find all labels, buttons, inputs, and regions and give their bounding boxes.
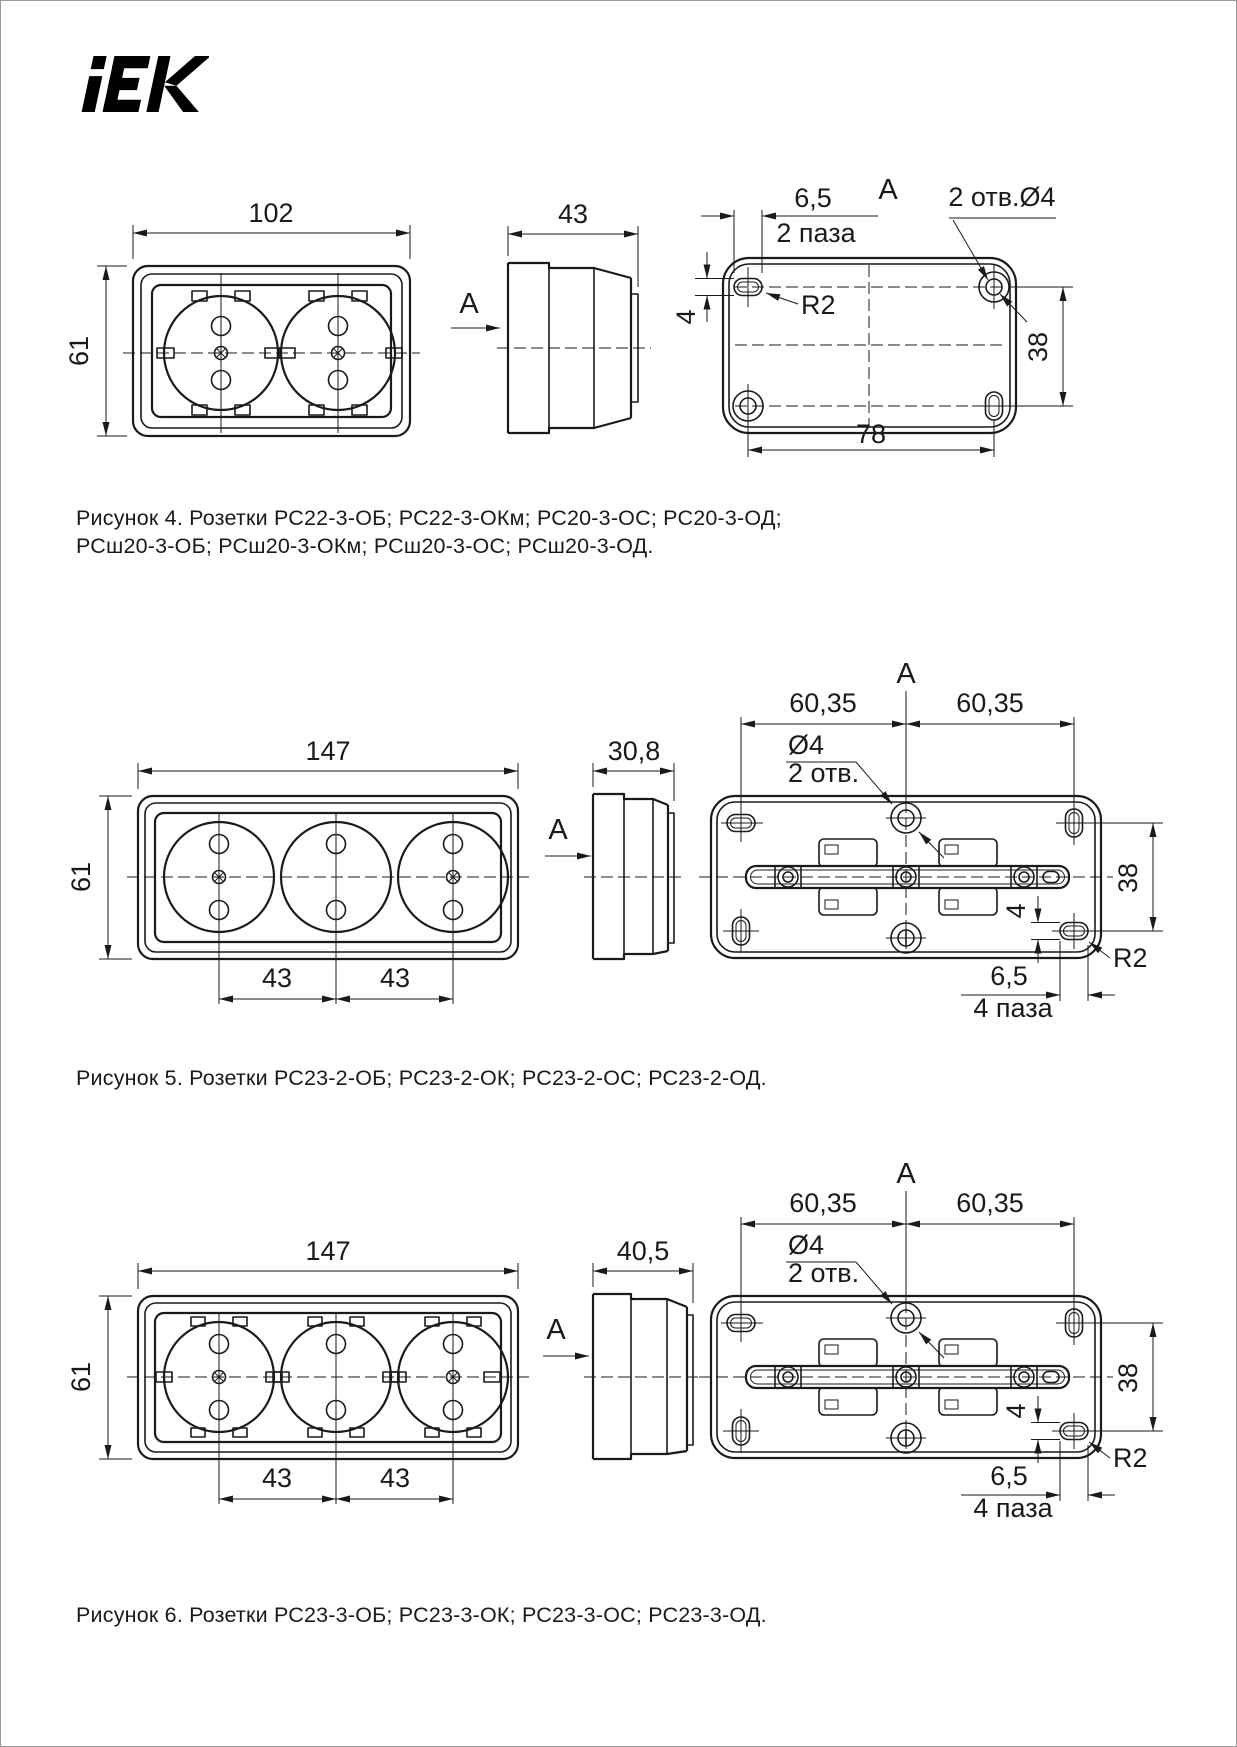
dim-front-width bbox=[138, 736, 518, 789]
dim-label-38: 38 bbox=[1113, 1362, 1143, 1394]
fig5-side-view bbox=[545, 736, 685, 959]
back-view-letter: A bbox=[896, 658, 916, 690]
dim-label-depth: 43 bbox=[557, 199, 589, 229]
hole-diameter-label: Ø4 bbox=[788, 730, 825, 760]
dim-label-offset-right: 60,35 bbox=[956, 1188, 1024, 1218]
dim-label-height: 61 bbox=[66, 861, 96, 893]
mounting-slot-top-left bbox=[721, 1315, 763, 1332]
holes-note: 2 отв.Ø4 bbox=[948, 182, 1056, 212]
dim-label-pitch-right: 43 bbox=[379, 963, 411, 993]
iek-logo-graphic bbox=[69, 51, 209, 117]
view-letter: A bbox=[459, 288, 479, 320]
fig4-side-view bbox=[451, 199, 651, 433]
dim-horizontal-spacing bbox=[748, 419, 994, 457]
hole-diameter-label: Ø4 bbox=[788, 1230, 825, 1260]
socket-well-3 bbox=[398, 813, 508, 1004]
figure-6-caption-line1: Рисунок 6. Розетки РС23-3-ОБ; РС23-3-ОК; РС23-3-ОС; РС23-3-ОД. bbox=[76, 1603, 767, 1627]
figure-5-caption bbox=[76, 1064, 767, 1092]
dim-label-slot-length: 6,5 bbox=[794, 183, 832, 213]
fig4-back-view bbox=[671, 174, 1073, 457]
figure-5-drawing bbox=[1, 596, 1237, 1046]
view-direction-arrow bbox=[545, 814, 591, 856]
dim-front-height bbox=[66, 1296, 132, 1459]
dim-label-78: 78 bbox=[855, 419, 887, 449]
callout-holes bbox=[948, 182, 1056, 322]
dim-label-offset-left: 60,35 bbox=[789, 688, 857, 718]
callout-radius bbox=[766, 290, 836, 320]
mounting-slot-bottom-left bbox=[723, 909, 759, 953]
dim-label-depth: 40,5 bbox=[616, 1236, 670, 1266]
mounting-slot-bottom-left bbox=[723, 1409, 759, 1453]
view-direction-arrow bbox=[543, 1314, 589, 1356]
dim-label-width: 147 bbox=[305, 1236, 351, 1266]
dim-label-slot-length: 6,5 bbox=[990, 1461, 1028, 1491]
slot-count-note: 4 паза bbox=[973, 993, 1053, 1023]
dim-slot-width bbox=[1001, 1396, 1060, 1463]
fig6-front-view bbox=[66, 1236, 529, 1504]
dim-front-width bbox=[138, 1236, 518, 1289]
view-letter: A bbox=[548, 814, 568, 846]
iek-logo bbox=[69, 51, 209, 117]
radius-label: R2 bbox=[1113, 1443, 1148, 1473]
mounting-slot-top-left bbox=[721, 815, 763, 832]
dim-label-slot-width: 4 bbox=[671, 309, 701, 325]
back-view-letter: A bbox=[896, 1158, 916, 1190]
fig6-back-view bbox=[699, 1158, 1163, 1523]
dim-label-width: 147 bbox=[305, 736, 351, 766]
view-direction-arrow bbox=[451, 288, 500, 328]
slot-count-note: 2 паза bbox=[776, 218, 856, 248]
dim-vertical-spacing bbox=[1004, 287, 1073, 406]
figure-4-caption-line1: Рисунок 4. Розетки РС22-3-ОБ; РС22-3-ОКм; РС20-3-ОС; РС20-3-ОД; bbox=[76, 506, 782, 530]
dim-slot-width bbox=[671, 252, 734, 325]
dim-side-depth bbox=[593, 736, 674, 801]
dim-label-width: 102 bbox=[248, 198, 294, 228]
figure-5-caption-line1: Рисунок 5. Розетки РС23-2-ОБ; РС23-2-ОК; РС23-2-ОС; РС23-2-ОД. bbox=[76, 1066, 767, 1090]
hole-count-note: 2 отв. bbox=[788, 758, 860, 788]
figure-4-drawing bbox=[1, 166, 1237, 476]
dim-slot-length bbox=[701, 183, 878, 273]
dim-label-height: 61 bbox=[66, 1361, 96, 1393]
socket-well-1 bbox=[164, 813, 274, 1004]
hole-count-note: 2 отв. bbox=[788, 1258, 860, 1288]
figure-6-caption bbox=[76, 1601, 767, 1629]
figure-4-caption bbox=[76, 504, 782, 560]
view-letter: A bbox=[546, 1314, 566, 1346]
dim-label-38: 38 bbox=[1023, 331, 1053, 363]
dim-label-height: 61 bbox=[64, 335, 94, 367]
dim-label-pitch-left: 43 bbox=[261, 1463, 293, 1493]
dim-slot-width bbox=[1001, 896, 1060, 963]
fig6-side-view bbox=[543, 1236, 701, 1459]
radius-label: R2 bbox=[801, 290, 836, 320]
dim-label-offset-right: 60,35 bbox=[956, 688, 1024, 718]
dim-front-width bbox=[133, 198, 410, 259]
slot-count-note: 4 паза bbox=[973, 1493, 1053, 1523]
dim-label-38: 38 bbox=[1113, 862, 1143, 894]
fig5-front-view bbox=[66, 736, 529, 1004]
radius-label: R2 bbox=[1113, 943, 1148, 973]
dim-front-height bbox=[64, 266, 127, 436]
dim-front-height bbox=[66, 796, 132, 959]
dim-label-slot-length: 6,5 bbox=[990, 961, 1028, 991]
dim-label-offset-left: 60,35 bbox=[789, 1188, 857, 1218]
figure-4-caption-line2: РСш20-3-ОБ; РСш20-3-ОКм; РСш20-3-ОС; РСш20-3-ОД. bbox=[76, 534, 654, 558]
socket-well-2 bbox=[281, 813, 391, 1004]
fig4-front-view bbox=[64, 198, 420, 436]
dim-label-slot-width: 4 bbox=[1001, 903, 1031, 919]
dim-label-depth: 30,8 bbox=[607, 736, 661, 766]
fig5-back-view bbox=[699, 658, 1163, 1023]
dim-label-slot-width: 4 bbox=[1001, 1403, 1031, 1419]
figure-6-drawing bbox=[1, 1091, 1237, 1546]
back-view-letter: A bbox=[878, 174, 898, 206]
dim-label-pitch-left: 43 bbox=[261, 963, 293, 993]
dim-label-pitch-right: 43 bbox=[379, 1463, 411, 1493]
